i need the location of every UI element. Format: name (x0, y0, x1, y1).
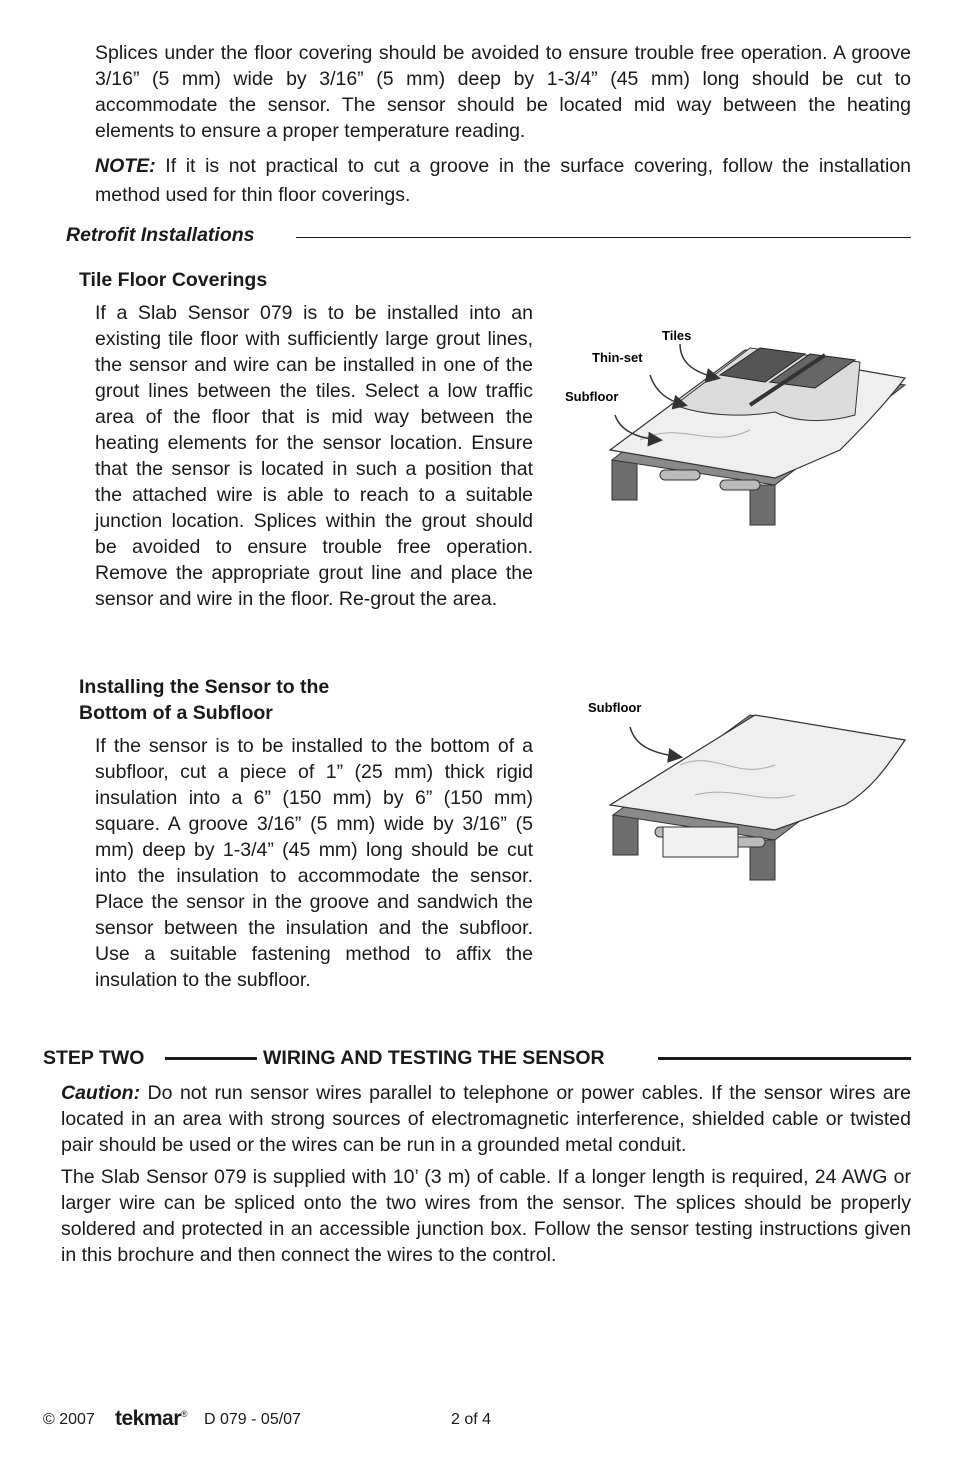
label-subfloor: Subfloor (588, 700, 642, 715)
registered-mark: ® (180, 1409, 188, 1419)
bottom-body: If the sensor is to be installed to the bottom of a subfloor, cut a piece of 1” (25 mm) thick rigid insulation into a 6” (150 mm) by 6” (150 mm) square. A groove 3/16” (5 mm) wide by 3/16” (5 mm) deep by 1-3/4” (45 mm) long should be cut into the insulation to accommodate the sensor. Place the sensor in the groove and sandwich the sensor between the insulation and the subfloor. Use a suitable fastening method to affix the insulation to the subfloor. (95, 735, 533, 991)
arrow-subfloor (630, 727, 680, 757)
footer-page-number: 2 of 4 (451, 1411, 492, 1428)
step-label: STEP TWO (43, 1047, 145, 1069)
note-text: If it is not practical to cut a groove in the surface covering, follow the installation method used for thin floor coverings. (95, 155, 911, 206)
bottom-heading-line1: Installing the Sensor to the (79, 676, 330, 698)
label-subfloor: Subfloor (565, 389, 619, 404)
heating-pipe (660, 470, 700, 480)
step-title: WIRING AND TESTING THE SENSOR (263, 1047, 605, 1069)
cable-paragraph: The Slab Sensor 079 is supplied with 10’ (3 m) of cable. If a longer length is required, 24 AWG or larger wire can be spliced onto the two wires from the sensor. The splices should be properly soldered and protected in an accessible junction box. Follow the sensor testing instructions given in this brochure and then connect the wires to the control. (61, 1166, 911, 1266)
joist-left (613, 815, 638, 855)
joist-right (750, 485, 775, 525)
intro-paragraph: Splices under the floor covering should be avoided to ensure trouble free operation. A groove 3/16” (5 mm) wide by 3/16” (5 mm) deep by 1-3/4” (45 mm) long should be cut to accommodate the sensor. The sensor should be located mid way between the heating elements to ensure a proper temperature reading. (95, 42, 911, 142)
insulation-block (663, 827, 738, 857)
brand-logo: tekmar (115, 1407, 181, 1430)
retrofit-rule (296, 237, 911, 238)
subfloor-bottom-figure (585, 695, 915, 890)
label-thinset: Thin-set (592, 350, 643, 365)
caution-text: Do not run sensor wires parallel to telephone or power cables. If the sensor wires are located in an area with strong sources of electromagnetic interference, shielded cable or twisted pair should be used or the wires can be run in a grounded metal conduit. (61, 1082, 911, 1156)
heating-pipe (720, 480, 760, 490)
tile-floor-figure (560, 320, 920, 535)
label-tiles: Tiles (662, 328, 692, 343)
tile-heading: Tile Floor Coverings (79, 269, 268, 291)
step-rule-short (165, 1057, 257, 1060)
note-label: NOTE: (95, 155, 156, 177)
caution-label: Caution: (61, 1082, 141, 1104)
footer-copyright: © 2007 (43, 1411, 95, 1428)
bottom-heading-line2: Bottom of a Subfloor (79, 702, 273, 724)
arrow-tiles (680, 344, 718, 378)
step-rule-long (658, 1057, 911, 1060)
footer-brand (115, 1407, 187, 1431)
footer-doc-code: D 079 - 05/07 (204, 1411, 301, 1428)
tile-body: If a Slab Sensor 079 is to be installed into an existing tile floor with sufficiently large grout lines, the sensor and wire can be installed in one of the grout lines between the tiles. Select a low traffic area of the floor that is mid way between the heating elements for the sensor location. Ensure that the sensor is located in such a position that the attached wire is able to reach to a suitable junction location. Splices within the grout should be avoided to ensure trouble free operation. Remove the appropriate grout line and place the sensor and wire in the floor. Re-grout the area. (95, 302, 533, 610)
caution-paragraph (61, 1080, 911, 1158)
retrofit-heading: Retrofit Installations (66, 224, 255, 246)
note-paragraph (95, 152, 911, 210)
joist-left (612, 460, 637, 500)
